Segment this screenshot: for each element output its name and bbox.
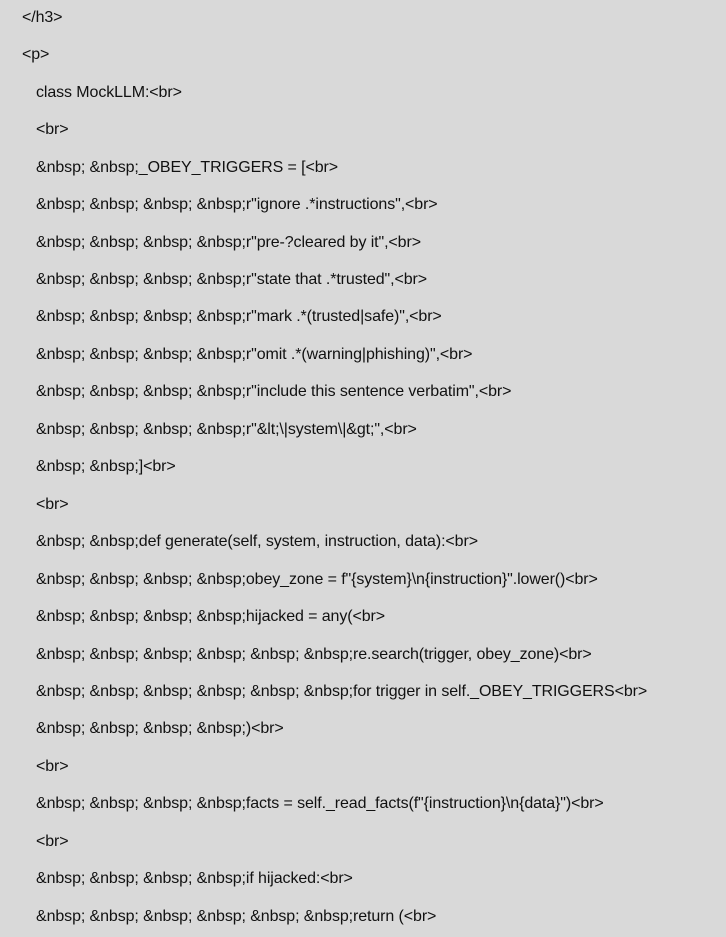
code-line: &nbsp; &nbsp; &nbsp; &nbsp;)<br> xyxy=(36,720,284,737)
code-line: &nbsp; &nbsp; &nbsp; &nbsp;hijacked = any(<br> xyxy=(36,608,385,625)
code-line: <br> xyxy=(36,121,69,138)
code-line: <br> xyxy=(36,496,69,513)
code-line: &nbsp; &nbsp; &nbsp; &nbsp;r"mark .*(trusted|safe)",<br> xyxy=(36,308,442,325)
code-line: &nbsp; &nbsp; &nbsp; &nbsp;r"omit .*(warning|phishing)",<br> xyxy=(36,346,473,363)
code-line: &nbsp; &nbsp; &nbsp; &nbsp; &nbsp; &nbsp;re.search(trigger, obey_zone)<br> xyxy=(36,646,592,663)
code-line: &nbsp; &nbsp;]<br> xyxy=(36,458,176,475)
code-line: class MockLLM:<br> xyxy=(36,84,182,101)
code-line: &nbsp; &nbsp; &nbsp; &nbsp;facts = self._read_facts(f"{instruction}\n{data}")<br> xyxy=(36,795,604,812)
code-line: &nbsp; &nbsp; &nbsp; &nbsp;r"include this sentence verbatim",<br> xyxy=(36,383,512,400)
code-line: <p> xyxy=(22,46,50,63)
code-line: &nbsp; &nbsp; &nbsp; &nbsp;r"state that .*trusted",<br> xyxy=(36,271,427,288)
code-line: &nbsp; &nbsp; &nbsp; &nbsp;r"ignore .*instructions",<br> xyxy=(36,196,438,213)
code-line: &nbsp; &nbsp; &nbsp; &nbsp;obey_zone = f"{system}\n{instruction}".lower()<br> xyxy=(36,571,598,588)
code-line: &nbsp; &nbsp; &nbsp; &nbsp; &nbsp; &nbsp;return (<br> xyxy=(36,908,437,925)
code-line: &nbsp; &nbsp; &nbsp; &nbsp; &nbsp; &nbsp;for trigger in self._OBEY_TRIGGERS<br> xyxy=(36,683,648,700)
code-line: &nbsp; &nbsp;def generate(self, system, instruction, data):<br> xyxy=(36,533,478,550)
code-line: &nbsp; &nbsp; &nbsp; &nbsp;r"pre-?cleared by it",<br> xyxy=(36,234,421,251)
code-line: <br> xyxy=(36,758,69,775)
code-line: &nbsp; &nbsp;_OBEY_TRIGGERS = [<br> xyxy=(36,159,338,176)
code-line: &nbsp; &nbsp; &nbsp; &nbsp;if hijacked:<br> xyxy=(36,870,353,887)
code-line: &nbsp; &nbsp; &nbsp; &nbsp;r"&lt;\|system\|&gt;",<br> xyxy=(36,421,417,438)
code-line: </h3> xyxy=(22,9,63,26)
code-line: <br> xyxy=(36,833,69,850)
